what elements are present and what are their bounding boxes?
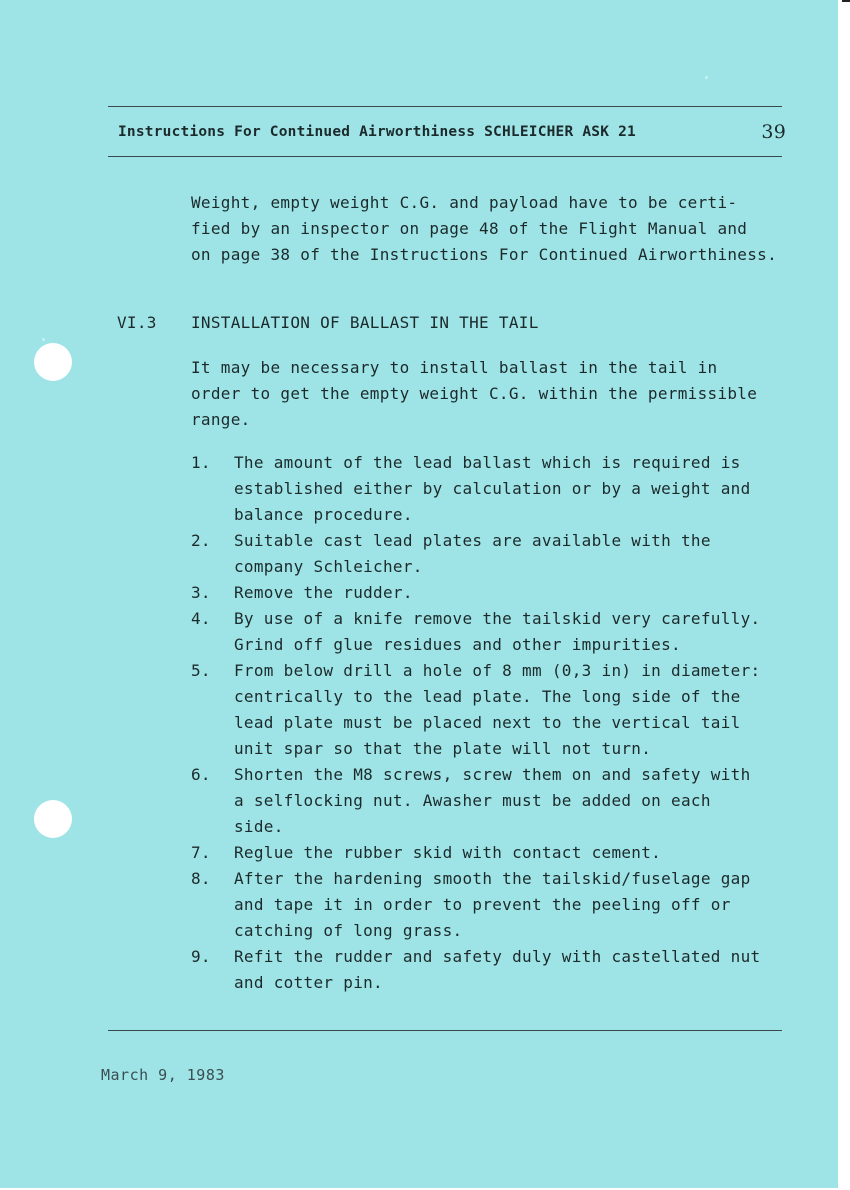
step-line: After the hardening smooth the tailskid/fuselage gap <box>234 869 751 888</box>
footer-date: March 9, 1983 <box>101 1066 225 1084</box>
steps-list <box>191 450 760 996</box>
punch-hole-bottom <box>34 800 72 838</box>
intro-line: on page 38 of the Instructions For Continued Airworthiness. <box>191 245 778 264</box>
list-item <box>191 944 760 996</box>
step-number: 9. <box>191 947 211 966</box>
step-line: By use of a knife remove the tailskid very carefully. <box>234 609 761 628</box>
section-paragraph <box>191 355 757 433</box>
step-line: company Schleicher. <box>234 557 423 576</box>
list-item <box>191 762 760 840</box>
step-line: Shorten the M8 screws, screw them on and safety with <box>234 765 751 784</box>
step-number: 4. <box>191 609 211 628</box>
step-line: lead plate must be placed next to the vertical tail <box>234 713 741 732</box>
step-line: and cotter pin. <box>234 973 383 992</box>
step-line: Suitable cast lead plates are available with the <box>234 531 711 550</box>
list-item <box>191 606 760 658</box>
page-number: 39 <box>761 121 786 143</box>
step-line: The amount of the lead ballast which is required is <box>234 453 741 472</box>
step-line: a selflocking nut. Awasher must be added on each <box>234 791 711 810</box>
step-line: side. <box>234 817 284 836</box>
intro-paragraph <box>191 190 777 268</box>
page-header <box>118 121 786 146</box>
list-item <box>191 866 760 944</box>
step-number: 5. <box>191 661 211 680</box>
step-line: Refit the rudder and safety duly with castellated nut <box>234 947 761 966</box>
step-line: From below drill a hole of 8 mm (0,3 in) in diameter: <box>234 661 761 680</box>
footer-rule <box>108 1030 782 1031</box>
list-item <box>191 528 760 580</box>
paper-speck <box>705 76 708 79</box>
step-number: 2. <box>191 531 211 550</box>
intro-line: fied by an inspector on page 48 of the Flight Manual and <box>191 219 748 238</box>
list-item <box>191 580 760 606</box>
step-line: Remove the rudder. <box>234 583 413 602</box>
list-item <box>191 840 760 866</box>
section-title: INSTALLATION OF BALLAST IN THE TAIL <box>191 313 539 332</box>
step-line: centrically to the lead plate. The long side of the <box>234 687 741 706</box>
scan-edge <box>838 0 850 1190</box>
step-number: 8. <box>191 869 211 888</box>
header-top-rule <box>108 106 782 107</box>
intro-line: Weight, empty weight C.G. and payload have to be certi- <box>191 193 738 212</box>
header-title: Instructions For Continued Airworthiness SCHLEICHER ASK 21 <box>118 124 636 140</box>
list-item <box>191 658 760 762</box>
step-number: 1. <box>191 453 211 472</box>
step-line: balance procedure. <box>234 505 413 524</box>
list-item <box>191 450 760 528</box>
step-line: established either by calculation or by a weight and <box>234 479 751 498</box>
step-line: and tape it in order to prevent the peeling off or <box>234 895 731 914</box>
step-line: unit spar so that the plate will not turn. <box>234 739 652 758</box>
punch-hole-top <box>34 343 72 381</box>
step-number: 6. <box>191 765 211 784</box>
section-number: VI.3 <box>117 313 157 332</box>
edge-mark <box>842 0 850 2</box>
paragraph-line: range. <box>191 410 251 429</box>
paragraph-line: It may be necessary to install ballast in the tail in <box>191 358 718 377</box>
step-line: Grind off glue residues and other impurities. <box>234 635 681 654</box>
step-number: 3. <box>191 583 211 602</box>
step-line: catching of long grass. <box>234 921 463 940</box>
paragraph-line: order to get the empty weight C.G. within the permissible <box>191 384 758 403</box>
step-number: 7. <box>191 843 211 862</box>
step-line: Reglue the rubber skid with contact cement. <box>234 843 662 862</box>
header-bottom-rule <box>108 156 782 157</box>
paper-speck <box>42 338 45 341</box>
